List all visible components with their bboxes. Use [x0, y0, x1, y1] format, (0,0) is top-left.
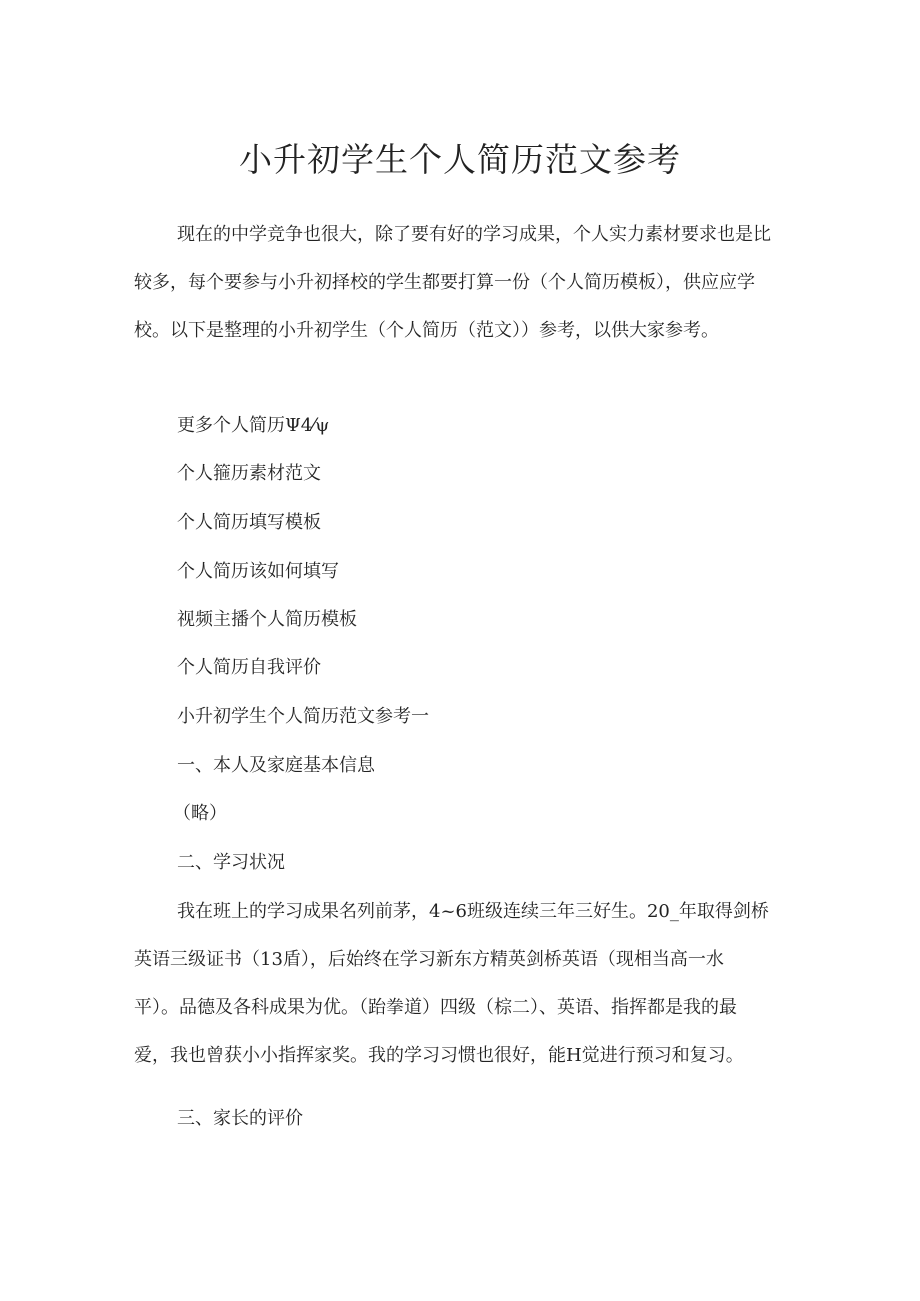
page-title: 小升初学生个人简历范文参考 — [239, 140, 681, 179]
paragraph-line: 较多，每个要参与小升初择校的学生都要打算一份（个人简历模板），供应应学 — [134, 272, 755, 293]
note-omitted: （略） — [173, 803, 227, 824]
intro-paragraph — [134, 211, 788, 355]
heading-parent-evaluation: 三、家长的评价 — [177, 1108, 303, 1129]
link-resume-template[interactable]: 个人简历填写模板 — [177, 512, 321, 533]
paragraph-line: 校。以下是整理的小升初学生（个人简历（范文））参考，以供大家参考。 — [134, 320, 719, 341]
paragraph-line: 爱，我也曾获小小指挥家奖。我的学习习惯也很好，能H觉进行预习和复习。 — [134, 1045, 744, 1066]
link-resume-materials[interactable]: 个人箍历素材范文 — [177, 463, 321, 484]
study-paragraph — [134, 888, 788, 1080]
section-title: 小升初学生个人简历范文参考一 — [177, 706, 429, 727]
paragraph-line: 英语三级证书（13盾），后始终在学习新东方精英剑桥英语（现相当高一水 — [134, 949, 724, 970]
paragraph-line: 现在的中学竞争也很大，除了要有好的学习成果，个人实力素材要求也是比 — [177, 224, 771, 245]
link-self-evaluation[interactable]: 个人简历自我评价 — [177, 657, 321, 678]
link-video-host-template[interactable]: 视频主播个人简历模板 — [177, 609, 357, 630]
heading-study-status: 二、学习状况 — [177, 852, 285, 873]
link-how-to-fill[interactable]: 个人简历该如何填写 — [177, 561, 339, 582]
paragraph-line: 平）。品德及各科成果为优。（跆拳道）四级（棕二）、英语、指挥都是我的最 — [134, 997, 737, 1018]
heading-basic-info: 一、本人及家庭基本信息 — [177, 755, 375, 776]
link-more-resumes[interactable]: 更多个人简历Ψ4⁄ψ — [177, 415, 330, 436]
paragraph-line: 我在班上的学习成果名列前茅，4~6班级连续三年三好生。20_年取得剑桥 — [177, 901, 769, 922]
